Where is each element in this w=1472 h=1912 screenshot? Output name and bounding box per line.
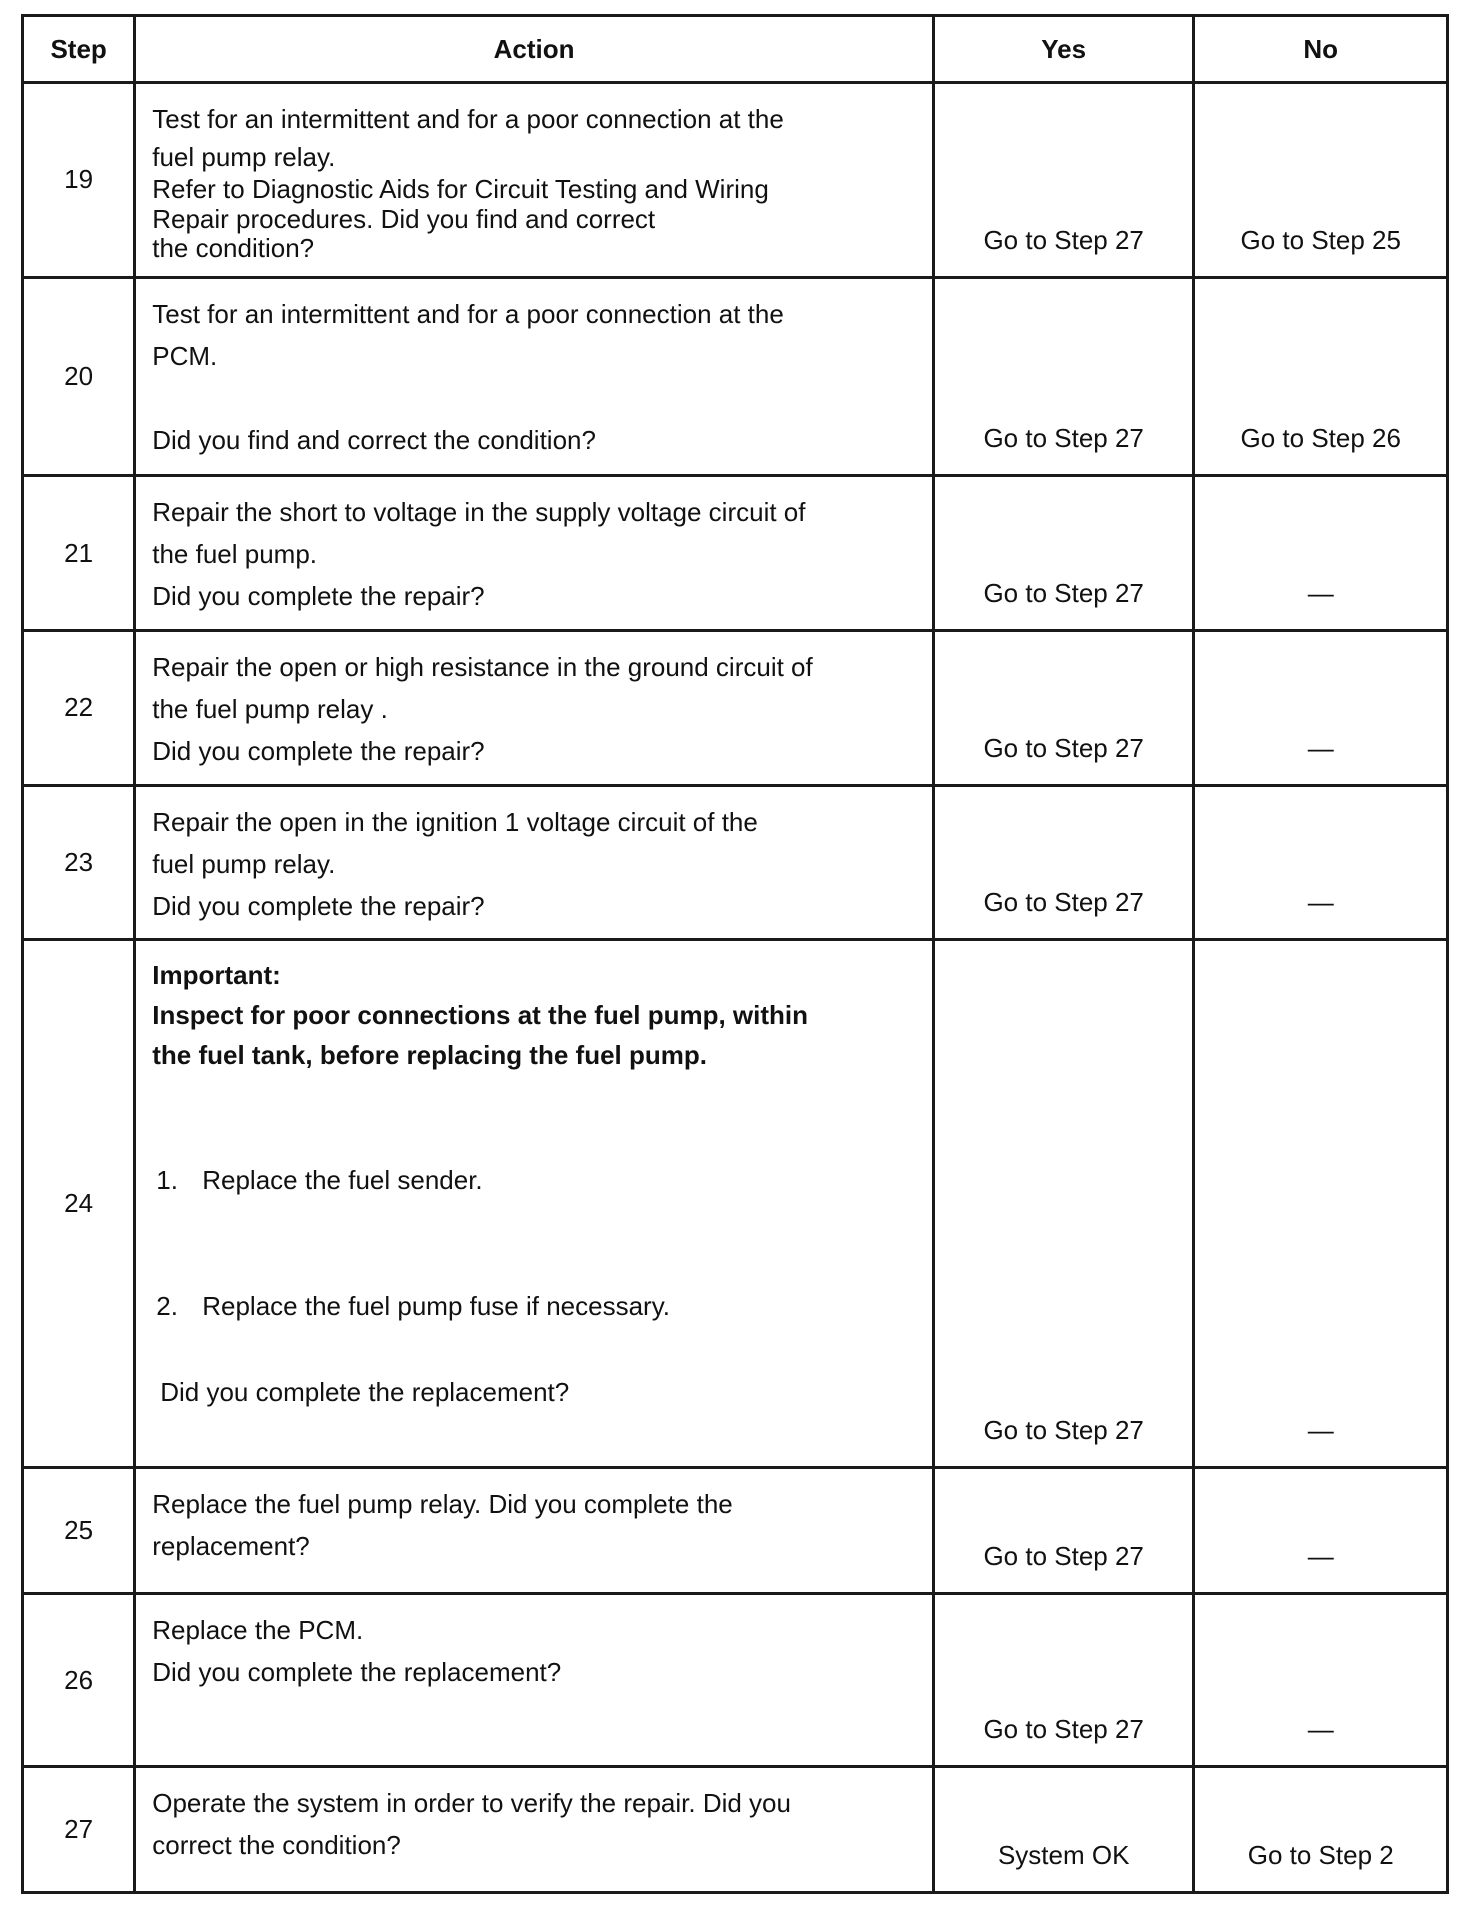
header-action: Action: [135, 16, 934, 83]
table-row: [23, 1766, 1448, 1892]
step-number: 26: [23, 1594, 135, 1766]
action-line: Did you find and correct the condition?: [152, 424, 596, 455]
header-no: No: [1194, 16, 1448, 83]
header-step: Step: [23, 16, 135, 83]
list-number: 1.: [156, 1165, 178, 1196]
action-line: Replace the fuel pump relay. Did you complete the: [152, 1489, 733, 1520]
yes-result: Go to Step 27: [933, 940, 1194, 1468]
table-row: [23, 83, 1448, 278]
action-line: the condition?: [152, 233, 315, 263]
no-result: Go to Step 25: [1194, 83, 1448, 278]
yes-result: Go to Step 27: [933, 277, 1194, 476]
action-line: Did you complete the repair?: [152, 581, 485, 612]
action-cell: [135, 940, 934, 1468]
yes-result: Go to Step 27: [933, 1468, 1194, 1594]
action-line: Replace the PCM.: [152, 1615, 364, 1646]
action-cell: [135, 630, 934, 785]
action-cell: [135, 277, 934, 476]
table-row: [23, 1594, 1448, 1766]
diagnostic-table: [21, 14, 1449, 1894]
action-line: correct the condition?: [152, 1829, 401, 1860]
header-yes: Yes: [933, 16, 1194, 83]
header-row: [23, 16, 1448, 83]
action-line: the fuel pump relay .: [152, 693, 388, 724]
action-line: replacement?: [152, 1531, 310, 1562]
action-cell: [135, 1468, 934, 1594]
step-number: 21: [23, 476, 135, 631]
table-row: [23, 1468, 1448, 1594]
action-line: Repair the open in the ignition 1 voltage circuit of the: [152, 806, 758, 837]
action-line: Did you complete the repair?: [152, 735, 485, 766]
no-result: —: [1194, 1594, 1448, 1766]
no-result: —: [1194, 1468, 1448, 1594]
yes-result: Go to Step 27: [933, 785, 1194, 940]
question-text: Did you complete the replacement?: [160, 1377, 570, 1408]
action-line: fuel pump relay.: [152, 848, 336, 879]
action-line: [152, 377, 918, 419]
action-line: Repair procedures. Did you find and correct: [152, 204, 656, 234]
yes-result: Go to Step 27: [933, 1594, 1194, 1766]
important-label: Important:: [152, 960, 281, 991]
no-result: —: [1194, 785, 1448, 940]
table-row: [23, 630, 1448, 785]
no-result: —: [1194, 630, 1448, 785]
no-result: Go to Step 26: [1194, 277, 1448, 476]
action-cell: [135, 476, 934, 631]
no-result: Go to Step 2: [1194, 1766, 1448, 1892]
action-cell: [135, 1594, 934, 1766]
table-row: [23, 277, 1448, 476]
table-row: [23, 476, 1448, 631]
list-number: 2.: [156, 1291, 178, 1322]
step-number: 20: [23, 277, 135, 476]
yes-result: Go to Step 27: [933, 476, 1194, 631]
action-line: Did you complete the repair?: [152, 890, 485, 921]
table-row: [23, 785, 1448, 940]
no-result: —: [1194, 940, 1448, 1468]
action-line: Refer to Diagnostic Aids for Circuit Testing and Wiring: [152, 174, 769, 204]
action-cell: [135, 785, 934, 940]
action-line: PCM.: [152, 340, 218, 371]
list-text: Replace the fuel sender.: [202, 1165, 483, 1196]
step-number: 25: [23, 1468, 135, 1594]
action-line: fuel pump relay.: [152, 142, 336, 172]
step-number: 19: [23, 83, 135, 278]
no-result: —: [1194, 476, 1448, 631]
action-line: Operate the system in order to verify the repair. Did you: [152, 1787, 791, 1818]
action-line: Repair the open or high resistance in the ground circuit of: [152, 651, 813, 682]
table-row: [23, 940, 1448, 1468]
step-number: 23: [23, 785, 135, 940]
yes-result: System OK: [933, 1766, 1194, 1892]
action-cell: [135, 1766, 934, 1892]
step-number: 24: [23, 940, 135, 1468]
action-line: Test for an intermittent and for a poor connection at the: [152, 298, 784, 329]
yes-result: Go to Step 27: [933, 630, 1194, 785]
list-text: Replace the fuel pump fuse if necessary.: [202, 1291, 671, 1322]
action-cell: [135, 83, 934, 278]
yes-result: Go to Step 27: [933, 83, 1194, 278]
action-line: the fuel pump.: [152, 539, 318, 570]
list-item: [152, 1285, 918, 1327]
important-text: the fuel tank, before replacing the fuel pump.: [152, 1040, 707, 1071]
important-text: Inspect for poor connections at the fuel pump, within: [152, 1000, 809, 1031]
action-line: Repair the short to voltage in the supply voltage circuit of: [152, 497, 806, 528]
list-item: [152, 1159, 918, 1201]
action-line: Did you complete the replacement?: [152, 1657, 562, 1688]
step-number: 27: [23, 1766, 135, 1892]
action-line: Test for an intermittent and for a poor connection at the: [152, 104, 784, 134]
step-number: 22: [23, 630, 135, 785]
